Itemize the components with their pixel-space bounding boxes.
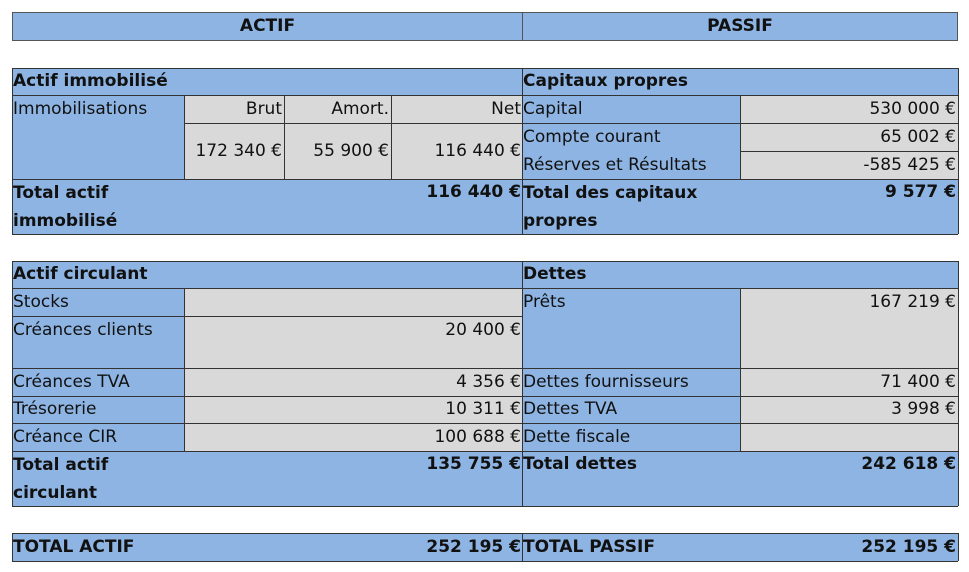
grid-line bbox=[12, 68, 958, 69]
grid-line bbox=[12, 316, 523, 317]
grid-line bbox=[12, 234, 958, 235]
compte-courant-label: Compte courant bbox=[522, 123, 740, 151]
col-brut-header: Brut bbox=[184, 96, 284, 123]
grid-line bbox=[284, 95, 285, 179]
stocks-value bbox=[184, 288, 523, 316]
immobilisations-label: Immobilisations bbox=[12, 96, 184, 179]
grid-line bbox=[740, 288, 741, 451]
total-actif-circulant-label: Total actif circulant bbox=[12, 451, 132, 506]
grid-line bbox=[12, 561, 958, 562]
grid-line bbox=[12, 423, 958, 424]
total-capitaux-propres-label: Total des capitaux propres bbox=[522, 179, 722, 234]
grid-line bbox=[184, 95, 185, 179]
compte-courant-value: 65 002 € bbox=[740, 123, 958, 151]
grid-line bbox=[12, 451, 958, 452]
col-amort-header: Amort. bbox=[284, 96, 391, 123]
dette-fiscale-value bbox=[740, 423, 958, 451]
total-actif-value: 252 195 € bbox=[312, 533, 523, 561]
header-actif: ACTIF bbox=[12, 12, 523, 41]
total-capitaux-propres-value: 9 577 € bbox=[722, 179, 958, 234]
grid-line bbox=[12, 261, 13, 506]
grid-line bbox=[958, 533, 959, 561]
tresorerie-value: 10 311 € bbox=[184, 396, 523, 423]
creance-cir-value: 100 688 € bbox=[184, 423, 523, 451]
grid-line bbox=[12, 261, 958, 262]
capital-value: 530 000 € bbox=[740, 96, 958, 123]
grid-line bbox=[184, 123, 958, 124]
tresorerie-label: Trésorerie bbox=[12, 396, 184, 423]
grid-line bbox=[12, 368, 958, 369]
total-actif-immobilise-value: 116 440 € bbox=[132, 179, 523, 234]
grid-line bbox=[12, 533, 13, 561]
actif-circulant-title: Actif circulant bbox=[12, 261, 523, 288]
immobilisations-brut: 172 340 € bbox=[184, 123, 284, 179]
dettes-fournisseurs-value: 71 400 € bbox=[740, 368, 958, 396]
grid-line bbox=[184, 288, 185, 451]
dettes-title: Dettes bbox=[522, 261, 958, 288]
grid-line bbox=[522, 533, 523, 561]
grid-line bbox=[12, 95, 958, 96]
total-dettes-label: Total dettes bbox=[522, 451, 722, 506]
grid-line bbox=[12, 533, 958, 534]
grid-line bbox=[12, 179, 958, 180]
total-actif-circulant-value: 135 755 € bbox=[132, 451, 523, 506]
grid-line bbox=[12, 396, 958, 397]
total-passif-label: TOTAL PASSIF bbox=[522, 533, 722, 561]
total-dettes-value: 242 618 € bbox=[722, 451, 958, 506]
creances-tva-label: Créances TVA bbox=[12, 368, 184, 396]
capital-label: Capital bbox=[522, 96, 740, 123]
creance-cir-label: Créance CIR bbox=[12, 423, 184, 451]
dettes-tva-label: Dettes TVA bbox=[522, 396, 740, 423]
dettes-tva-value: 3 998 € bbox=[740, 396, 958, 423]
prets-value: 167 219 € bbox=[740, 288, 958, 368]
grid-line bbox=[740, 95, 741, 179]
actif-immobilise-title: Actif immobilisé bbox=[12, 68, 523, 95]
creances-clients-value: 20 400 € bbox=[184, 316, 523, 368]
grid-line bbox=[12, 68, 13, 234]
grid-line bbox=[958, 261, 959, 506]
total-actif-immobilise-label: Total actif immobilisé bbox=[12, 179, 132, 234]
grid-line bbox=[391, 95, 392, 179]
reserves-resultats-label: Réserves et Résultats bbox=[522, 151, 740, 179]
col-net-header: Net bbox=[391, 96, 523, 123]
immobilisations-net: 116 440 € bbox=[391, 123, 523, 179]
prets-label: Prêts bbox=[522, 288, 740, 368]
dette-fiscale-label: Dette fiscale bbox=[522, 423, 740, 451]
reserves-resultats-value: -585 425 € bbox=[740, 151, 958, 179]
stocks-label: Stocks bbox=[12, 288, 184, 316]
creances-tva-value: 4 356 € bbox=[184, 368, 523, 396]
immobilisations-amort: 55 900 € bbox=[284, 123, 391, 179]
grid-line bbox=[12, 288, 958, 289]
total-passif-value: 252 195 € bbox=[722, 533, 958, 561]
header-passif: PASSIF bbox=[522, 12, 958, 41]
dettes-fournisseurs-label: Dettes fournisseurs bbox=[522, 368, 740, 396]
creances-clients-label: Créances clients bbox=[12, 316, 184, 368]
capitaux-propres-title: Capitaux propres bbox=[522, 68, 958, 95]
grid-line bbox=[740, 151, 958, 152]
grid-line bbox=[958, 68, 959, 234]
grid-line bbox=[522, 68, 523, 234]
grid-line bbox=[522, 261, 523, 506]
grid-line bbox=[12, 506, 958, 507]
total-actif-label: TOTAL ACTIF bbox=[12, 533, 312, 561]
